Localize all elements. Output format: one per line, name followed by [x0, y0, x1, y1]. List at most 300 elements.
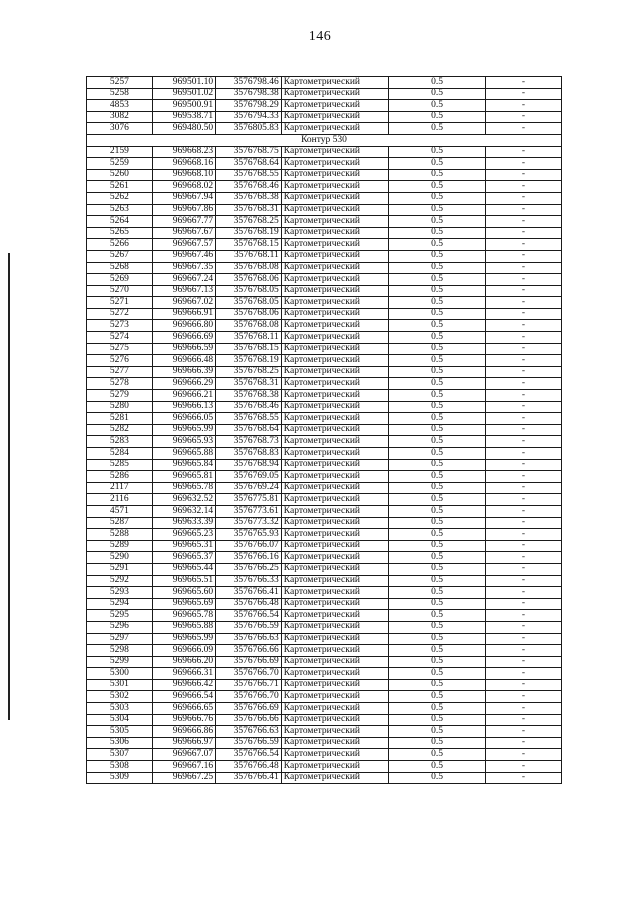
point-number-cell: 5260	[87, 169, 153, 181]
note-cell: -	[485, 332, 561, 344]
y-coordinate-cell: 3576768.05	[216, 297, 282, 309]
accuracy-cell: 0.5	[389, 378, 486, 390]
x-coordinate-cell: 969667.57	[152, 239, 216, 251]
note-cell: -	[485, 645, 561, 657]
note-cell: -	[485, 482, 561, 494]
point-number-cell: 5306	[87, 737, 153, 749]
point-number-cell: 5277	[87, 366, 153, 378]
point-number-cell: 5293	[87, 587, 153, 599]
x-coordinate-cell: 969665.99	[152, 633, 216, 645]
accuracy-cell: 0.5	[389, 448, 486, 460]
accuracy-cell: 0.5	[389, 552, 486, 564]
point-number-cell: 5281	[87, 413, 153, 425]
point-number-cell: 5282	[87, 424, 153, 436]
y-coordinate-cell: 3576766.66	[216, 714, 282, 726]
y-coordinate-cell: 3576769.05	[216, 471, 282, 483]
table-row	[87, 679, 562, 691]
accuracy-cell: 0.5	[389, 761, 486, 773]
point-number-cell: 5279	[87, 390, 153, 402]
accuracy-cell: 0.5	[389, 285, 486, 297]
point-number-cell: 5257	[87, 77, 153, 89]
y-coordinate-cell: 3576773.61	[216, 505, 282, 517]
accuracy-cell: 0.5	[389, 100, 486, 112]
y-coordinate-cell: 3576798.46	[216, 77, 282, 89]
point-number-cell: 2117	[87, 482, 153, 494]
accuracy-cell: 0.5	[389, 146, 486, 158]
accuracy-cell: 0.5	[389, 621, 486, 633]
note-cell: -	[485, 239, 561, 251]
point-number-cell: 5299	[87, 656, 153, 668]
table-row	[87, 621, 562, 633]
method-cell: Картометрический	[281, 587, 388, 599]
x-coordinate-cell: 969667.35	[152, 262, 216, 274]
method-cell: Картометрический	[281, 366, 388, 378]
x-coordinate-cell: 969666.29	[152, 378, 216, 390]
method-cell: Картометрический	[281, 100, 388, 112]
note-cell: -	[485, 320, 561, 332]
method-cell: Картометрический	[281, 320, 388, 332]
table-row	[87, 645, 562, 657]
note-cell: -	[485, 413, 561, 425]
point-number-cell: 5274	[87, 332, 153, 344]
point-number-cell: 4571	[87, 505, 153, 517]
accuracy-cell: 0.5	[389, 679, 486, 691]
note-cell: -	[485, 424, 561, 436]
method-cell: Картометрический	[281, 158, 388, 170]
point-number-cell: 5286	[87, 471, 153, 483]
x-coordinate-cell: 969668.02	[152, 181, 216, 193]
table-row	[87, 598, 562, 610]
table-row	[87, 575, 562, 587]
table-row	[87, 169, 562, 181]
table-row	[87, 424, 562, 436]
y-coordinate-cell: 3576805.83	[216, 123, 282, 135]
table-row	[87, 308, 562, 320]
note-cell: -	[485, 459, 561, 471]
note-cell: -	[485, 158, 561, 170]
point-number-cell: 5288	[87, 529, 153, 541]
accuracy-cell: 0.5	[389, 610, 486, 622]
point-number-cell: 5303	[87, 703, 153, 715]
note-cell: -	[485, 390, 561, 402]
accuracy-cell: 0.5	[389, 598, 486, 610]
point-number-cell: 5300	[87, 668, 153, 680]
table-row	[87, 181, 562, 193]
x-coordinate-cell: 969666.65	[152, 703, 216, 715]
y-coordinate-cell: 3576768.38	[216, 192, 282, 204]
method-cell: Картометрический	[281, 227, 388, 239]
method-cell: Картометрический	[281, 749, 388, 761]
accuracy-cell: 0.5	[389, 204, 486, 216]
table-row	[87, 471, 562, 483]
table-row	[87, 158, 562, 170]
method-cell: Картометрический	[281, 471, 388, 483]
accuracy-cell: 0.5	[389, 459, 486, 471]
point-number-cell: 5296	[87, 621, 153, 633]
y-coordinate-cell: 3576768.73	[216, 436, 282, 448]
method-cell: Картометрический	[281, 192, 388, 204]
x-coordinate-cell: 969666.54	[152, 691, 216, 703]
x-coordinate-cell: 969665.31	[152, 540, 216, 552]
y-coordinate-cell: 3576766.63	[216, 726, 282, 738]
note-cell: -	[485, 181, 561, 193]
note-cell: -	[485, 668, 561, 680]
method-cell: Картометрический	[281, 181, 388, 193]
method-cell: Картометрический	[281, 239, 388, 251]
method-cell: Картометрический	[281, 390, 388, 402]
note-cell: -	[485, 563, 561, 575]
table-row	[87, 355, 562, 367]
accuracy-cell: 0.5	[389, 262, 486, 274]
point-number-cell: 5267	[87, 250, 153, 262]
note-cell: -	[485, 274, 561, 286]
y-coordinate-cell: 3576768.25	[216, 366, 282, 378]
accuracy-cell: 0.5	[389, 413, 486, 425]
x-coordinate-cell: 969633.39	[152, 517, 216, 529]
x-coordinate-cell: 969666.59	[152, 343, 216, 355]
section-title: Контур 530	[87, 134, 562, 146]
point-number-cell: 5270	[87, 285, 153, 297]
table-row	[87, 540, 562, 552]
table-row	[87, 250, 562, 262]
note-cell: -	[485, 297, 561, 309]
y-coordinate-cell: 3576766.48	[216, 761, 282, 773]
accuracy-cell: 0.5	[389, 308, 486, 320]
x-coordinate-cell: 969666.80	[152, 320, 216, 332]
point-number-cell: 5266	[87, 239, 153, 251]
method-cell: Картометрический	[281, 772, 388, 784]
note-cell: -	[485, 737, 561, 749]
x-coordinate-cell: 969632.52	[152, 494, 216, 506]
accuracy-cell: 0.5	[389, 749, 486, 761]
note-cell: -	[485, 587, 561, 599]
method-cell: Картометрический	[281, 297, 388, 309]
method-cell: Картометрический	[281, 633, 388, 645]
y-coordinate-cell: 3576775.81	[216, 494, 282, 506]
y-coordinate-cell: 3576766.69	[216, 703, 282, 715]
note-cell: -	[485, 656, 561, 668]
y-coordinate-cell: 3576768.19	[216, 355, 282, 367]
table-row	[87, 227, 562, 239]
y-coordinate-cell: 3576768.83	[216, 448, 282, 460]
table-row	[87, 239, 562, 251]
table-row	[87, 494, 562, 506]
method-cell: Картометрический	[281, 529, 388, 541]
table-row	[87, 204, 562, 216]
table-row	[87, 517, 562, 529]
table-row	[87, 563, 562, 575]
y-coordinate-cell: 3576768.08	[216, 320, 282, 332]
y-coordinate-cell: 3576768.11	[216, 332, 282, 344]
y-coordinate-cell: 3576768.31	[216, 204, 282, 216]
y-coordinate-cell: 3576794.33	[216, 111, 282, 123]
note-cell: -	[485, 285, 561, 297]
table-body-before	[87, 77, 562, 135]
note-cell: -	[485, 575, 561, 587]
point-number-cell: 5302	[87, 691, 153, 703]
method-cell: Картометрический	[281, 668, 388, 680]
accuracy-cell: 0.5	[389, 123, 486, 135]
note-cell: -	[485, 691, 561, 703]
table-row	[87, 761, 562, 773]
note-cell: -	[485, 88, 561, 100]
y-coordinate-cell: 3576768.15	[216, 343, 282, 355]
note-cell: -	[485, 262, 561, 274]
point-number-cell: 5285	[87, 459, 153, 471]
table-row	[87, 111, 562, 123]
x-coordinate-cell: 969501.10	[152, 77, 216, 89]
note-cell: -	[485, 146, 561, 158]
accuracy-cell: 0.5	[389, 505, 486, 517]
x-coordinate-cell: 969668.23	[152, 146, 216, 158]
y-coordinate-cell: 3576766.59	[216, 621, 282, 633]
x-coordinate-cell: 969666.76	[152, 714, 216, 726]
table-row	[87, 726, 562, 738]
y-coordinate-cell: 3576766.70	[216, 691, 282, 703]
note-cell: -	[485, 749, 561, 761]
y-coordinate-cell: 3576768.75	[216, 146, 282, 158]
method-cell: Картометрический	[281, 505, 388, 517]
y-coordinate-cell: 3576769.24	[216, 482, 282, 494]
point-number-cell: 5297	[87, 633, 153, 645]
method-cell: Картометрический	[281, 77, 388, 89]
method-cell: Картометрический	[281, 274, 388, 286]
accuracy-cell: 0.5	[389, 343, 486, 355]
table-row	[87, 703, 562, 715]
note-cell: -	[485, 192, 561, 204]
point-number-cell: 3076	[87, 123, 153, 135]
accuracy-cell: 0.5	[389, 645, 486, 657]
x-coordinate-cell: 969668.16	[152, 158, 216, 170]
method-cell: Картометрический	[281, 540, 388, 552]
note-cell: -	[485, 505, 561, 517]
table-row	[87, 332, 562, 344]
y-coordinate-cell: 3576766.48	[216, 598, 282, 610]
x-coordinate-cell: 969667.86	[152, 204, 216, 216]
method-cell: Картометрический	[281, 621, 388, 633]
table-row	[87, 88, 562, 100]
method-cell: Картометрический	[281, 761, 388, 773]
accuracy-cell: 0.5	[389, 181, 486, 193]
x-coordinate-cell: 969632.14	[152, 505, 216, 517]
note-cell: -	[485, 679, 561, 691]
table-row	[87, 448, 562, 460]
x-coordinate-cell: 969667.16	[152, 761, 216, 773]
accuracy-cell: 0.5	[389, 88, 486, 100]
method-cell: Картометрический	[281, 679, 388, 691]
point-number-cell: 5309	[87, 772, 153, 784]
note-cell: -	[485, 598, 561, 610]
accuracy-cell: 0.5	[389, 239, 486, 251]
point-number-cell: 5263	[87, 204, 153, 216]
method-cell: Картометрический	[281, 262, 388, 274]
y-coordinate-cell: 3576766.59	[216, 737, 282, 749]
y-coordinate-cell: 3576768.19	[216, 227, 282, 239]
table-row	[87, 529, 562, 541]
point-number-cell: 5292	[87, 575, 153, 587]
accuracy-cell: 0.5	[389, 192, 486, 204]
method-cell: Картометрический	[281, 146, 388, 158]
x-coordinate-cell: 969665.88	[152, 621, 216, 633]
note-cell: -	[485, 552, 561, 564]
method-cell: Картометрический	[281, 726, 388, 738]
accuracy-cell: 0.5	[389, 401, 486, 413]
method-cell: Картометрический	[281, 691, 388, 703]
y-coordinate-cell: 3576766.54	[216, 610, 282, 622]
method-cell: Картометрический	[281, 448, 388, 460]
point-number-cell: 5305	[87, 726, 153, 738]
table-row	[87, 262, 562, 274]
x-coordinate-cell: 969665.51	[152, 575, 216, 587]
accuracy-cell: 0.5	[389, 633, 486, 645]
point-number-cell: 5273	[87, 320, 153, 332]
y-coordinate-cell: 3576768.06	[216, 308, 282, 320]
method-cell: Картометрический	[281, 123, 388, 135]
x-coordinate-cell: 969666.48	[152, 355, 216, 367]
table-row	[87, 482, 562, 494]
y-coordinate-cell: 3576768.55	[216, 413, 282, 425]
point-number-cell: 5308	[87, 761, 153, 773]
page-number: 146	[308, 29, 332, 44]
note-cell: -	[485, 111, 561, 123]
accuracy-cell: 0.5	[389, 250, 486, 262]
accuracy-cell: 0.5	[389, 529, 486, 541]
method-cell: Картометрический	[281, 610, 388, 622]
accuracy-cell: 0.5	[389, 169, 486, 181]
point-number-cell: 5283	[87, 436, 153, 448]
x-coordinate-cell: 969480.50	[152, 123, 216, 135]
y-coordinate-cell: 3576766.41	[216, 587, 282, 599]
accuracy-cell: 0.5	[389, 714, 486, 726]
method-cell: Картометрический	[281, 552, 388, 564]
table-row	[87, 610, 562, 622]
point-number-cell: 5258	[87, 88, 153, 100]
table-row	[87, 343, 562, 355]
y-coordinate-cell: 3576766.66	[216, 645, 282, 657]
y-coordinate-cell: 3576768.06	[216, 274, 282, 286]
accuracy-cell: 0.5	[389, 332, 486, 344]
point-number-cell: 5269	[87, 274, 153, 286]
table-row	[87, 772, 562, 784]
accuracy-cell: 0.5	[389, 494, 486, 506]
note-cell: -	[485, 343, 561, 355]
method-cell: Картометрический	[281, 378, 388, 390]
note-cell: -	[485, 633, 561, 645]
table-row	[87, 274, 562, 286]
note-cell: -	[485, 529, 561, 541]
table-row	[87, 587, 562, 599]
point-number-cell: 5261	[87, 181, 153, 193]
note-cell: -	[485, 761, 561, 773]
note-cell: -	[485, 471, 561, 483]
note-cell: -	[485, 308, 561, 320]
x-coordinate-cell: 969665.84	[152, 459, 216, 471]
x-coordinate-cell: 969665.99	[152, 424, 216, 436]
accuracy-cell: 0.5	[389, 436, 486, 448]
accuracy-cell: 0.5	[389, 540, 486, 552]
accuracy-cell: 0.5	[389, 355, 486, 367]
table-row	[87, 378, 562, 390]
y-coordinate-cell: 3576768.38	[216, 390, 282, 402]
coordinates-table	[86, 76, 562, 784]
y-coordinate-cell: 3576766.16	[216, 552, 282, 564]
note-cell: -	[485, 378, 561, 390]
note-cell: -	[485, 100, 561, 112]
x-coordinate-cell: 969665.81	[152, 471, 216, 483]
accuracy-cell: 0.5	[389, 111, 486, 123]
y-coordinate-cell: 3576768.25	[216, 216, 282, 228]
accuracy-cell: 0.5	[389, 772, 486, 784]
note-cell: -	[485, 169, 561, 181]
method-cell: Картометрический	[281, 216, 388, 228]
accuracy-cell: 0.5	[389, 320, 486, 332]
x-coordinate-cell: 969665.78	[152, 610, 216, 622]
x-coordinate-cell: 969666.86	[152, 726, 216, 738]
point-number-cell: 5272	[87, 308, 153, 320]
table-row	[87, 656, 562, 668]
note-cell: -	[485, 216, 561, 228]
x-coordinate-cell: 969666.13	[152, 401, 216, 413]
note-cell: -	[485, 610, 561, 622]
accuracy-cell: 0.5	[389, 563, 486, 575]
x-coordinate-cell: 969666.39	[152, 366, 216, 378]
note-cell: -	[485, 703, 561, 715]
method-cell: Картометрический	[281, 494, 388, 506]
y-coordinate-cell: 3576765.93	[216, 529, 282, 541]
margin-mark	[8, 253, 10, 720]
x-coordinate-cell: 969500.91	[152, 100, 216, 112]
method-cell: Картометрический	[281, 459, 388, 471]
method-cell: Картометрический	[281, 563, 388, 575]
x-coordinate-cell: 969665.93	[152, 436, 216, 448]
table-row	[87, 749, 562, 761]
method-cell: Картометрический	[281, 308, 388, 320]
x-coordinate-cell: 969667.94	[152, 192, 216, 204]
y-coordinate-cell: 3576768.05	[216, 285, 282, 297]
accuracy-cell: 0.5	[389, 471, 486, 483]
point-number-cell: 5264	[87, 216, 153, 228]
method-cell: Картометрический	[281, 111, 388, 123]
note-cell: -	[485, 227, 561, 239]
point-number-cell: 5262	[87, 192, 153, 204]
point-number-cell: 5301	[87, 679, 153, 691]
y-coordinate-cell: 3576766.41	[216, 772, 282, 784]
note-cell: -	[485, 355, 561, 367]
note-cell: -	[485, 123, 561, 135]
accuracy-cell: 0.5	[389, 587, 486, 599]
accuracy-cell: 0.5	[389, 726, 486, 738]
x-coordinate-cell: 969666.69	[152, 332, 216, 344]
point-number-cell: 5289	[87, 540, 153, 552]
point-number-cell: 2116	[87, 494, 153, 506]
y-coordinate-cell: 3576773.32	[216, 517, 282, 529]
table-row	[87, 100, 562, 112]
accuracy-cell: 0.5	[389, 424, 486, 436]
x-coordinate-cell: 969665.44	[152, 563, 216, 575]
method-cell: Картометрический	[281, 737, 388, 749]
point-number-cell: 5291	[87, 563, 153, 575]
method-cell: Картометрический	[281, 598, 388, 610]
point-number-cell: 5307	[87, 749, 153, 761]
method-cell: Картометрический	[281, 413, 388, 425]
section-header-body	[87, 134, 562, 146]
accuracy-cell: 0.5	[389, 656, 486, 668]
table-row	[87, 146, 562, 158]
y-coordinate-cell: 3576766.70	[216, 668, 282, 680]
x-coordinate-cell: 969666.09	[152, 645, 216, 657]
x-coordinate-cell: 969667.13	[152, 285, 216, 297]
accuracy-cell: 0.5	[389, 482, 486, 494]
